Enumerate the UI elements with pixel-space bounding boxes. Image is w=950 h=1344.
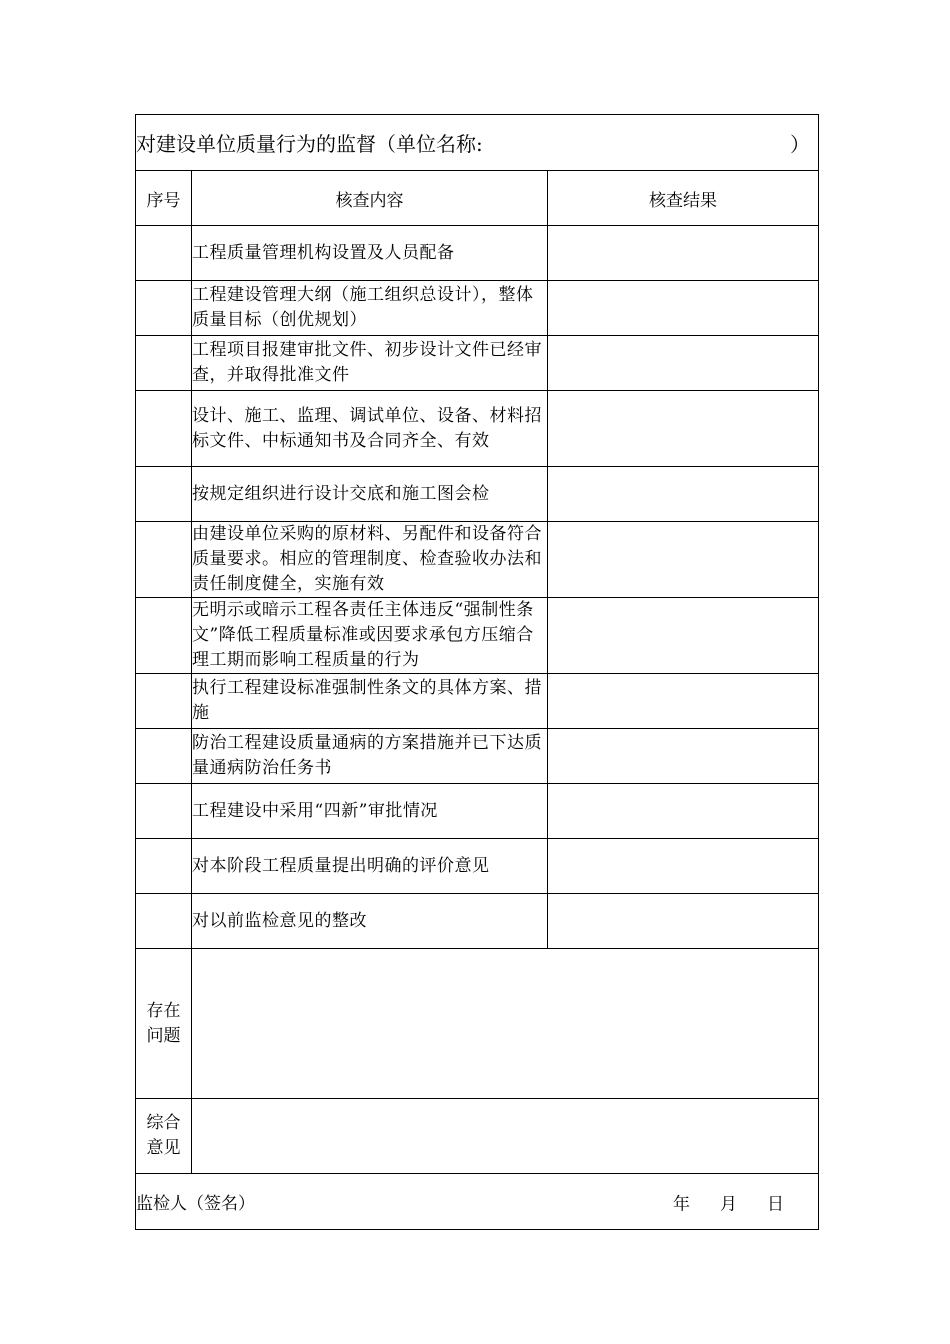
- table-row: [136, 729, 819, 784]
- row-content: 对以前监检意见的整改: [192, 894, 548, 949]
- row-content: 按规定组织进行设计交底和施工图会检: [192, 467, 548, 522]
- row-seq[interactable]: [136, 729, 192, 784]
- row-content: 对本阶段工程质量提出明确的评价意见: [192, 839, 548, 894]
- inspector-signature-label: 监检人（签名）: [136, 1194, 255, 1214]
- table-row: [136, 226, 819, 281]
- issues-label: [136, 949, 192, 1099]
- row-result-field[interactable]: [548, 894, 819, 949]
- table-row: [136, 674, 819, 729]
- row-result-field[interactable]: [548, 784, 819, 839]
- row-seq[interactable]: [136, 598, 192, 674]
- table-row: [136, 336, 819, 391]
- row-seq[interactable]: [136, 839, 192, 894]
- table-row: [136, 894, 819, 949]
- opinion-field[interactable]: [192, 1099, 819, 1174]
- table-row: [136, 598, 819, 674]
- opinion-label-line1: 综合: [146, 1113, 181, 1133]
- issues-label-line1: 存在: [146, 1000, 181, 1021]
- row-seq[interactable]: [136, 894, 192, 949]
- row-seq[interactable]: [136, 784, 192, 839]
- row-seq[interactable]: [136, 522, 192, 598]
- opinion-label-line2: 意见: [146, 1138, 181, 1158]
- issues-label-line2: 问题: [146, 1025, 181, 1046]
- row-seq[interactable]: [136, 281, 192, 336]
- date-day-label: 日: [767, 1194, 785, 1214]
- opinion-label: [136, 1099, 192, 1174]
- table-row: [136, 839, 819, 894]
- row-content: 工程项目报建审批文件、初步设计文件已经审查，并取得批准文件: [192, 336, 548, 391]
- row-content: 工程质量管理机构设置及人员配备: [192, 226, 548, 281]
- title-row: [136, 115, 819, 171]
- row-result-field[interactable]: [548, 281, 819, 336]
- table-row: [136, 784, 819, 839]
- row-seq[interactable]: [136, 674, 192, 729]
- row-content: 防治工程建设质量通病的方案措施并已下达质量通病防治任务书: [192, 729, 548, 784]
- footer-row: [136, 1174, 819, 1230]
- date-year-label: 年: [673, 1194, 691, 1214]
- row-result-field[interactable]: [548, 391, 819, 467]
- form-title-cell: [136, 115, 819, 171]
- row-content: 工程建设管理大纲（施工组织总设计），整体质量目标（创优规划）: [192, 281, 548, 336]
- row-content: 无明示或暗示工程各责任主体违反“强制性条文”降低工程质量标准或因要求承包方压缩合理工期而影响工程质量的行为: [192, 598, 548, 674]
- row-seq[interactable]: [136, 226, 192, 281]
- row-result-field[interactable]: [548, 674, 819, 729]
- table-row: [136, 522, 819, 598]
- issues-field[interactable]: [192, 949, 819, 1099]
- row-result-field[interactable]: [548, 467, 819, 522]
- header-row: [136, 171, 819, 226]
- table-row: [136, 391, 819, 467]
- row-seq[interactable]: [136, 391, 192, 467]
- table-row: [136, 467, 819, 522]
- row-seq[interactable]: [136, 336, 192, 391]
- row-content: 由建设单位采购的原材料、另配件和设备符合质量要求。相应的管理制度、检查验收办法和责任制度健全，实施有效: [192, 522, 548, 598]
- date-month-label: 月: [720, 1194, 738, 1214]
- form-title: 对建设单位质量行为的监督（单位名称:: [136, 132, 483, 156]
- table-row: [136, 281, 819, 336]
- opinion-row: [136, 1099, 819, 1174]
- row-result-field[interactable]: [548, 839, 819, 894]
- row-result-field[interactable]: [548, 729, 819, 784]
- header-seq: 序号: [136, 171, 192, 226]
- issues-row: [136, 949, 819, 1099]
- header-content: 核查内容: [192, 171, 548, 226]
- row-result-field[interactable]: [548, 336, 819, 391]
- header-result: 核查结果: [548, 171, 819, 226]
- row-result-field[interactable]: [548, 226, 819, 281]
- row-seq[interactable]: [136, 467, 192, 522]
- row-result-field[interactable]: [548, 598, 819, 674]
- row-content: 工程建设中采用“四新”审批情况: [192, 784, 548, 839]
- signature-cell[interactable]: [136, 1174, 819, 1230]
- row-content: 执行工程建设标准强制性条文的具体方案、措施: [192, 674, 548, 729]
- row-content: 设计、施工、监理、调试单位、设备、材料招标文件、中标通知书及合同齐全、有效: [192, 391, 548, 467]
- row-result-field[interactable]: [548, 522, 819, 598]
- date-group: [673, 1189, 784, 1214]
- inspection-form-table: [135, 114, 819, 1230]
- form-title-close-paren: ）: [790, 132, 811, 156]
